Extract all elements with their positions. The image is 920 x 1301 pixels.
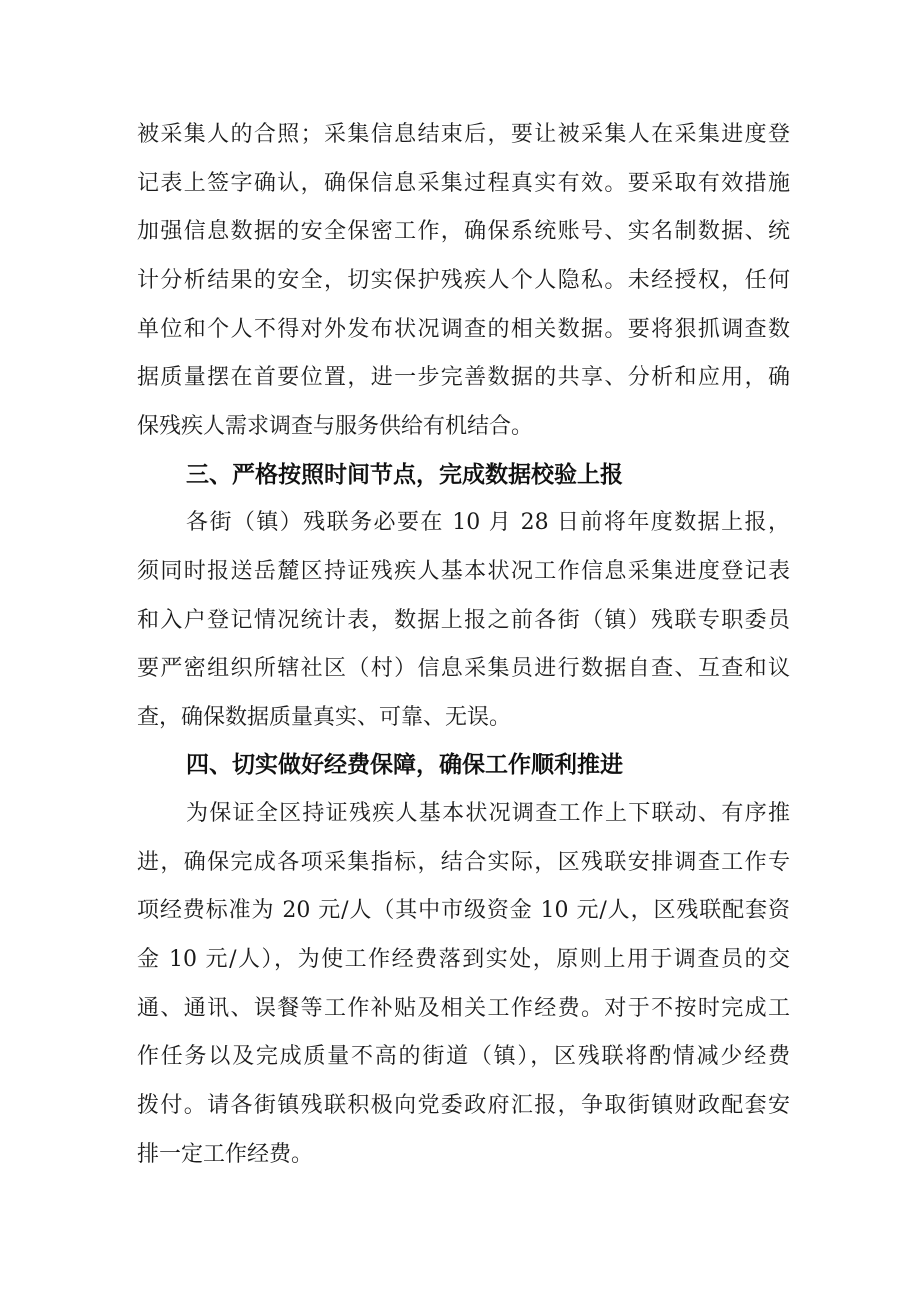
body-text-line: 为保证全区持证残疾人基本状况调查工作上下联动、有序推 bbox=[186, 801, 790, 826]
body-text-line: 拨付。请各街镇残联积极向党委政府汇报，争取街镇财政配套安 bbox=[137, 1093, 790, 1118]
body-text-line: 通、通讯、误餐等工作补贴及相关工作经费。对于不按时完成工 bbox=[137, 996, 790, 1021]
body-text-line: 要严密组织所辖社区（村）信息采集员进行数据自查、互查和议 bbox=[137, 656, 790, 681]
body-text-line: 查，确保数据质量真实、可靠、无误。 bbox=[137, 705, 512, 730]
section-heading: 四、切实做好经费保障，确保工作顺利推进 bbox=[186, 752, 623, 778]
body-text-line: 加强信息数据的安全保密工作，确保系统账号、实名制数据、统 bbox=[137, 219, 790, 244]
body-text-line: 项经费标准为 20 元/人（其中市级资金 10 元/人，区残联配套资 bbox=[137, 898, 790, 923]
body-text-line: 单位和个人不得对外发布状况调查的相关数据。要将狠抓调查数 bbox=[137, 317, 790, 342]
section-heading: 三、严格按照时间节点，完成数据校验上报 bbox=[186, 462, 623, 488]
body-text-line: 被采集人的合照；采集信息结束后，要让被采集人在采集进度登 bbox=[137, 122, 790, 147]
body-text-line: 保残疾人需求调查与服务供给有机结合。 bbox=[137, 414, 534, 439]
body-text-line: 进，确保完成各项采集指标，结合实际，区残联安排调查工作专 bbox=[137, 850, 790, 875]
body-text-line: 各街（镇）残联务必要在 10 月 28 日前将年度数据上报， bbox=[186, 510, 790, 535]
body-text-line: 和入户登记情况统计表，数据上报之前各街（镇）残联专职委员 bbox=[137, 608, 790, 633]
body-text-line: 排一定工作经费。 bbox=[137, 1142, 314, 1167]
body-text-line: 须同时报送岳麓区持证残疾人基本状况工作信息采集进度登记表 bbox=[137, 559, 790, 584]
body-text-line: 据质量摆在首要位置，进一步完善数据的共享、分析和应用，确 bbox=[137, 365, 790, 390]
body-text-line: 记表上签字确认，确保信息采集过程真实有效。要采取有效措施 bbox=[137, 171, 790, 196]
body-text-line: 计分析结果的安全，切实保护残疾人个人隐私。未经授权，任何 bbox=[137, 268, 790, 293]
body-text-line: 金 10 元/人），为使工作经费落到实处，原则上用于调查员的交 bbox=[137, 947, 790, 972]
body-text-line: 作任务以及完成质量不高的街道（镇），区残联将酌情减少经费 bbox=[137, 1044, 790, 1069]
